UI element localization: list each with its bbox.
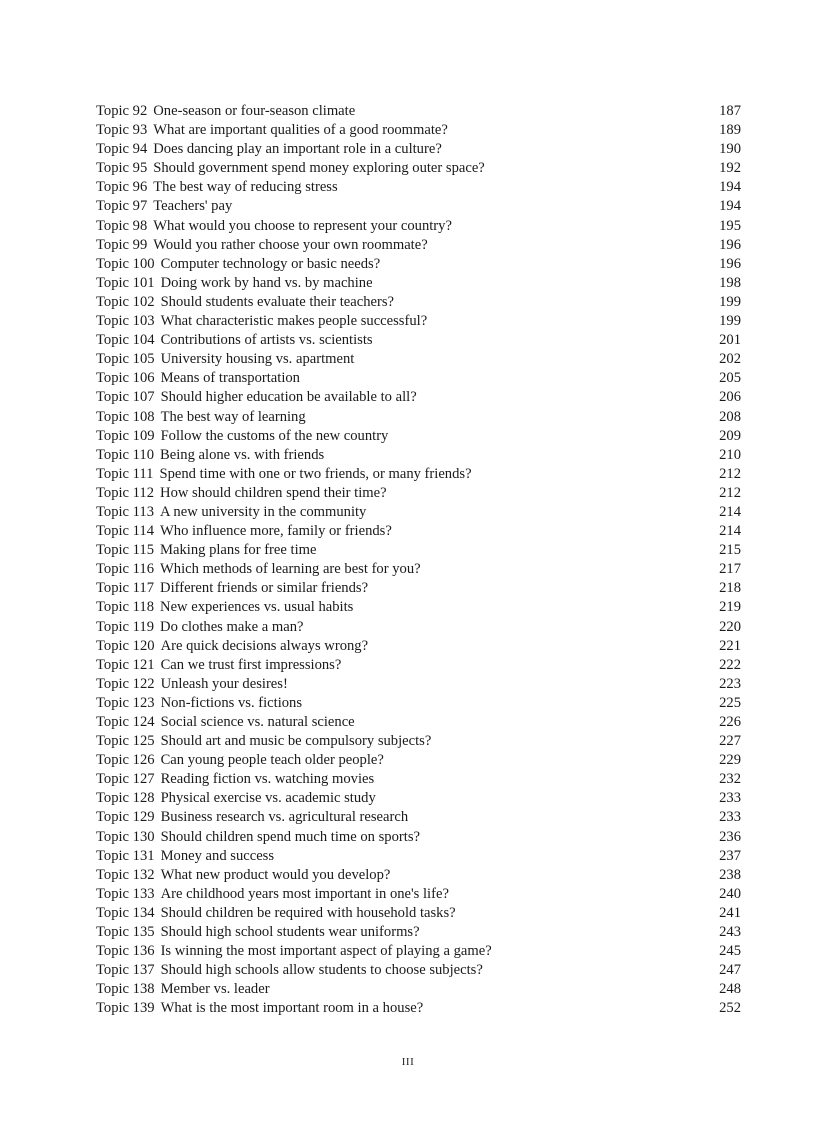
toc-entry-page-number: 233	[719, 790, 741, 807]
toc-entry-page-number: 210	[719, 446, 741, 463]
toc-entry	[96, 598, 741, 617]
toc-entry	[96, 694, 741, 713]
toc-entry-page-number: 238	[719, 866, 741, 883]
toc-entry-title: Making plans for free time	[160, 542, 317, 559]
toc-entry-title: Follow the customs of the new country	[160, 427, 389, 444]
toc-entry	[96, 999, 741, 1018]
toc-entry	[96, 961, 741, 980]
toc-entry-title: Different friends or similar friends?	[160, 580, 369, 597]
toc-entry-label: Topic 99	[96, 236, 148, 253]
toc-entry-title: How should children spend their time?	[160, 484, 387, 501]
toc-entry-label: Topic 97	[96, 198, 148, 215]
toc-entry	[96, 217, 741, 236]
toc-entry-page-number: 229	[719, 752, 741, 769]
toc-entry-title: University housing vs. apartment	[160, 351, 355, 368]
toc-entry-label: Topic 136	[96, 943, 155, 960]
toc-entry-title: Member vs. leader	[160, 981, 270, 998]
toc-entry-title: Are childhood years most important in one's life?	[160, 885, 449, 902]
toc-entry	[96, 140, 741, 159]
toc-entry	[96, 408, 741, 427]
toc-entry	[96, 579, 741, 598]
toc-entry	[96, 484, 741, 503]
toc-entry-page-number: 241	[719, 904, 741, 921]
toc-entry-title: Do clothes make a man?	[160, 618, 304, 635]
toc-entry-title: Does dancing play an important role in a culture?	[153, 141, 442, 158]
page-number: III	[401, 1056, 415, 1068]
toc-entry-label: Topic 127	[96, 771, 155, 788]
toc-entry	[96, 828, 741, 847]
toc-entry-page-number: 247	[719, 962, 741, 979]
toc-entry	[96, 178, 741, 197]
toc-entry-page-number: 218	[719, 580, 741, 597]
toc-entry-page-number: 245	[719, 943, 741, 960]
toc-entry-page-number: 223	[719, 675, 741, 692]
toc-entry-label: Topic 98	[96, 217, 148, 234]
toc-entry-page-number: 214	[719, 503, 741, 520]
toc-entry-title: What is the most important room in a house?	[160, 1000, 424, 1017]
toc-entry-label: Topic 120	[96, 637, 155, 654]
toc-entry-title: The best way of reducing stress	[153, 179, 338, 196]
toc-entry-label: Topic 108	[96, 408, 155, 425]
toc-entry	[96, 713, 741, 732]
toc-entry-title: What would you choose to represent your country?	[153, 217, 452, 234]
toc-entry-title: Should art and music be compulsory subjects?	[160, 733, 432, 750]
toc-entry-title: A new university in the community	[160, 503, 367, 520]
toc-entry-title: Would you rather choose your own roommate?	[153, 236, 428, 253]
toc-entry-page-number: 225	[719, 694, 741, 711]
toc-entry-page-number: 221	[719, 637, 741, 654]
toc-entry-label: Topic 126	[96, 752, 155, 769]
toc-entry-label: Topic 93	[96, 122, 148, 139]
toc-entry-title: Social science vs. natural science	[160, 714, 355, 730]
toc-entry-label: Topic 138	[96, 981, 155, 998]
toc-entry-title: Should high school students wear uniforms?	[160, 924, 420, 941]
toc-entry-page-number: 212	[719, 484, 741, 501]
toc-entry-title: Being alone vs. with friends	[160, 446, 325, 463]
toc-entry-title: Can we trust first impressions?	[160, 656, 342, 673]
toc-entry-label: Topic 121	[96, 656, 155, 673]
toc-entry-label: Topic 119	[96, 618, 155, 635]
toc-entry-label: Topic 107	[96, 389, 155, 406]
toc-entry-label: Topic 92	[96, 103, 148, 119]
toc-entry-label: Topic 117	[96, 580, 155, 597]
toc-entry	[96, 236, 741, 255]
toc-entry-title: Should children be required with household tasks?	[160, 904, 456, 921]
toc-entry-title: Which methods of learning are best for you?	[160, 561, 421, 578]
toc-entry-label: Topic 137	[96, 962, 155, 979]
toc-entry-label: Topic 122	[96, 675, 155, 692]
toc-entry-page-number: 187	[719, 103, 741, 119]
toc-entry	[96, 102, 741, 121]
toc-entry-page-number: 252	[719, 1000, 741, 1017]
toc-entry-title: Should children spend much time on sports?	[160, 828, 420, 845]
toc-entry-page-number: 226	[719, 714, 741, 730]
toc-entry-title: What characteristic makes people successful?	[160, 313, 428, 330]
toc-entry-label: Topic 128	[96, 790, 155, 807]
toc-entry-label: Topic 116	[96, 561, 155, 578]
toc-entry	[96, 847, 741, 866]
toc-entry	[96, 923, 741, 942]
toc-entry-label: Topic 101	[96, 274, 155, 291]
toc-entry-title: Business research vs. agricultural research	[160, 809, 409, 826]
toc-entry-title: Should high schools allow students to choose subjects?	[160, 962, 483, 979]
toc-entry-page-number: 199	[719, 293, 741, 310]
toc-entry	[96, 904, 741, 923]
toc-entry-page-number: 190	[719, 141, 741, 158]
toc-entry	[96, 312, 741, 331]
toc-entry	[96, 808, 741, 827]
toc-entry-page-number: 219	[719, 599, 741, 616]
toc-entry	[96, 446, 741, 465]
toc-entry	[96, 197, 741, 216]
toc-entry-title: Should students evaluate their teachers?	[160, 293, 394, 310]
toc-entry-page-number: 222	[719, 656, 741, 673]
toc-entry	[96, 274, 741, 293]
toc-entry-title: Doing work by hand vs. by machine	[160, 274, 373, 291]
toc-entry-page-number: 220	[719, 618, 741, 635]
toc-entry-label: Topic 96	[96, 179, 148, 196]
toc-entry-title: Spend time with one or two friends, or many friends?	[159, 465, 472, 482]
toc-entry	[96, 942, 741, 961]
toc-entry-title: What are important qualities of a good roommate?	[153, 122, 448, 139]
toc-entry	[96, 980, 741, 999]
toc-entry	[96, 885, 741, 904]
toc-entry-page-number: 201	[719, 332, 741, 349]
toc-entry	[96, 866, 741, 885]
toc-entry-title: Non-fictions vs. fictions	[160, 694, 303, 711]
toc-entry-label: Topic 111	[96, 465, 154, 482]
toc-entry	[96, 159, 741, 178]
toc-entry-title: What new product would you develop?	[160, 866, 391, 883]
toc-entry-title: Is winning the most important aspect of playing a game?	[160, 943, 492, 960]
toc-entry-label: Topic 112	[96, 484, 155, 501]
toc-entry-label: Topic 106	[96, 370, 155, 387]
toc-entry-page-number: 243	[719, 924, 741, 941]
toc-entry-page-number: 195	[719, 217, 741, 234]
toc-entry-page-number: 199	[719, 313, 741, 330]
toc-entry-label: Topic 95	[96, 160, 148, 177]
toc-entry-page-number: 205	[719, 370, 741, 387]
toc-entry-page-number: 192	[719, 160, 741, 177]
toc-entry-title: One-season or four-season climate	[153, 103, 356, 119]
toc-entry-page-number: 215	[719, 542, 741, 559]
toc-entry-label: Topic 133	[96, 885, 155, 902]
toc-entry-page-number: 196	[719, 236, 741, 253]
toc-entry-page-number: 233	[719, 809, 741, 826]
toc-entry-page-number: 189	[719, 122, 741, 139]
toc-entry-label: Topic 139	[96, 1000, 155, 1017]
toc-entry-page-number: 196	[719, 255, 741, 272]
toc-entry	[96, 369, 741, 388]
toc-entry-label: Topic 129	[96, 809, 155, 826]
toc-entry-title: Can young people teach older people?	[160, 752, 384, 769]
toc-entry	[96, 522, 741, 541]
toc-entry-page-number: 236	[719, 828, 741, 845]
toc-entry-label: Topic 131	[96, 847, 155, 864]
toc-entry-page-number: 208	[719, 408, 741, 425]
toc-entry-page-number: 209	[719, 427, 741, 444]
toc-entry-label: Topic 118	[96, 599, 155, 616]
toc-entry	[96, 427, 741, 446]
toc-entry-page-number: 232	[719, 771, 741, 788]
toc-entry-label: Topic 109	[96, 427, 155, 444]
toc-entry-label: Topic 105	[96, 351, 155, 368]
toc-entry	[96, 732, 741, 751]
toc-entry-title: Who influence more, family or friends?	[160, 523, 392, 540]
toc-entry-label: Topic 135	[96, 924, 155, 941]
toc-entry-title: The best way of learning	[160, 408, 306, 425]
toc-entry-page-number: 248	[719, 981, 741, 998]
toc-entry	[96, 541, 741, 560]
toc-entry	[96, 465, 741, 484]
toc-entry-label: Topic 132	[96, 866, 155, 883]
toc-entry	[96, 770, 741, 789]
toc-entry-page-number: 237	[719, 847, 741, 864]
toc-entry-title: Unleash your desires!	[160, 675, 288, 692]
toc-entry	[96, 388, 741, 407]
toc-entry-label: Topic 115	[96, 542, 155, 559]
toc-entry	[96, 789, 741, 808]
toc-entry	[96, 293, 741, 312]
toc-entry-title: Should higher education be available to all?	[160, 389, 417, 406]
toc-entry-label: Topic 125	[96, 733, 155, 750]
toc-entry-title: Contributions of artists vs. scientists	[160, 332, 373, 349]
toc-entry	[96, 121, 741, 140]
toc-entry-label: Topic 114	[96, 523, 155, 540]
toc-entry-label: Topic 130	[96, 828, 155, 845]
toc-entry	[96, 618, 741, 637]
toc-entry-page-number: 194	[719, 198, 741, 215]
toc-entry-title: Should government spend money exploring outer space?	[153, 160, 485, 177]
toc-entry-title: Are quick decisions always wrong?	[160, 637, 369, 654]
toc-entry	[96, 637, 741, 656]
toc-entry-label: Topic 134	[96, 904, 155, 921]
toc-entry-title: Reading fiction vs. watching movies	[160, 771, 375, 788]
toc-entry-title: Teachers' pay	[153, 198, 233, 215]
toc-entry-page-number: 194	[719, 179, 741, 196]
toc-entry-label: Topic 103	[96, 313, 155, 330]
toc-entry-label: Topic 100	[96, 255, 155, 272]
toc-entry-title: Computer technology or basic needs?	[160, 255, 381, 272]
toc-entry	[96, 675, 741, 694]
toc-entry	[96, 331, 741, 350]
toc-entry-label: Topic 110	[96, 446, 155, 463]
table-of-contents	[96, 102, 741, 1019]
toc-entry-page-number: 206	[719, 389, 741, 406]
toc-entry-page-number: 240	[719, 885, 741, 902]
toc-entry-page-number: 214	[719, 523, 741, 540]
toc-entry-label: Topic 104	[96, 332, 155, 349]
toc-entry	[96, 255, 741, 274]
toc-entry-label: Topic 123	[96, 694, 155, 711]
toc-entry-page-number: 202	[719, 351, 741, 368]
toc-entry-label: Topic 102	[96, 293, 155, 310]
toc-entry	[96, 751, 741, 770]
toc-entry-title: Means of transportation	[160, 370, 300, 387]
toc-entry	[96, 656, 741, 675]
toc-entry-label: Topic 113	[96, 503, 155, 520]
toc-entry-page-number: 217	[719, 561, 741, 578]
toc-entry-label: Topic 124	[96, 714, 155, 730]
toc-entry	[96, 350, 741, 369]
toc-entry-title: Physical exercise vs. academic study	[160, 790, 376, 807]
toc-entry-page-number: 212	[719, 465, 741, 482]
toc-entry-page-number: 227	[719, 733, 741, 750]
toc-entry-title: Money and success	[160, 847, 275, 864]
toc-entry-label: Topic 94	[96, 141, 148, 158]
toc-entry	[96, 560, 741, 579]
toc-entry	[96, 503, 741, 522]
toc-entry-page-number: 198	[719, 274, 741, 291]
toc-entry-title: New experiences vs. usual habits	[160, 599, 354, 616]
